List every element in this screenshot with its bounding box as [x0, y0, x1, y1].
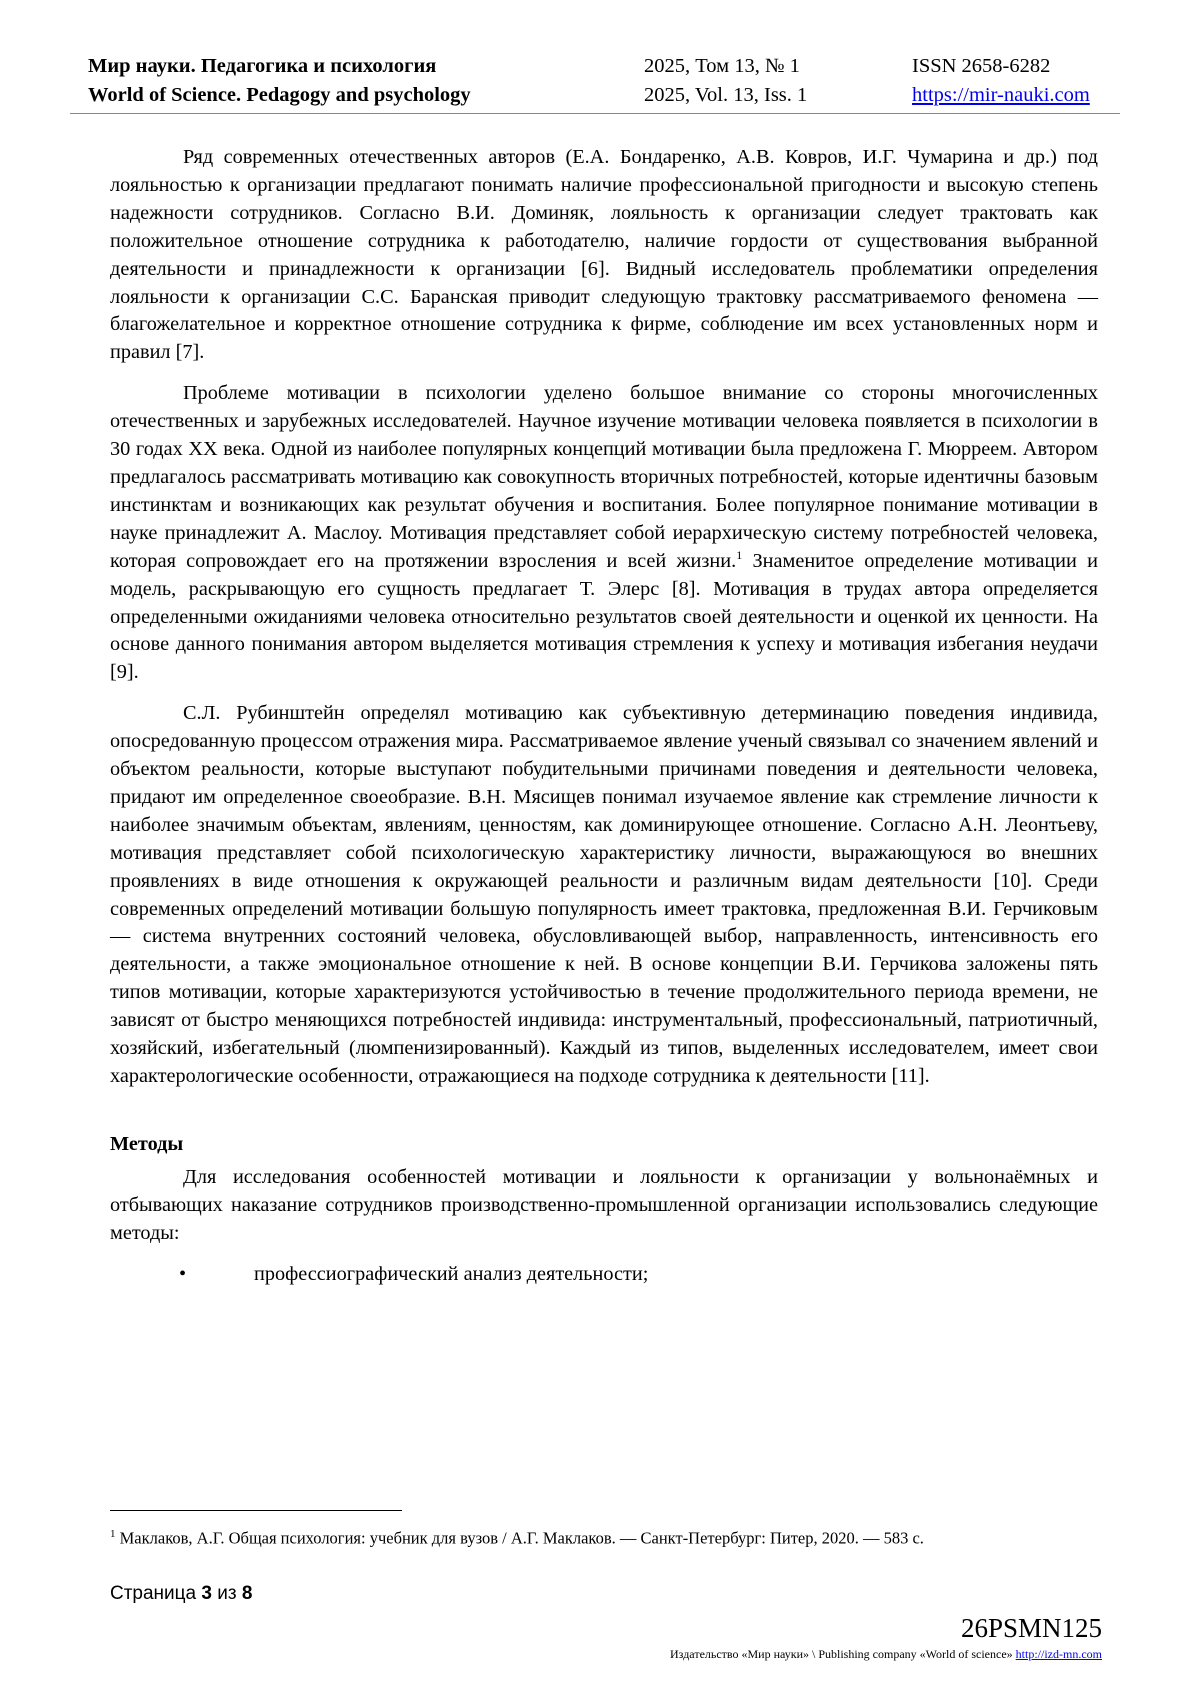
footnote — [110, 1523, 1110, 1550]
footnote-mark: 1 — [110, 1528, 116, 1540]
issue-ru: 2025, Том 13, № 1 — [644, 55, 800, 77]
publisher-text: Издательство «Мир науки» \ Publishing company «World of science» — [670, 1647, 1016, 1661]
section-heading-methods: Методы — [110, 1132, 184, 1155]
paragraph-motivation-definitions: С.Л. Рубинштейн определял мотивацию как субъективную детерминацию поведения индивида, опосредованную процессом отражения мира. Рассматриваемое явление ученый связывал со значением явлений и объектом реальности, которые выступают побудительными причинами поведения и деятельности человека, придают им определенное своеобразие. В.Н. Мясищев понимал изучаемое явление как стремление личности к наиболее значимым объектам, явлениям, ценностям, как доминирующее отношение. Согласно А.Н. Леонтьеву, мотивация представляет собой психологическую характеристику личности, выражающуюся во внешних проявлениях в виде отношения к окружающей реальности и различным видам деятельности [10]. Среди современных определений мотивации большую популярность имеет трактовка, предложенная В.И. Герчиковым — система внутренних состояний человека, обусловливающей выбор, направленность, интенсивность его деятельности, а также эмоциональное отношение к ней. В основе концепции В.И. Герчикова заложены пять типов мотивации, которые характеризуются устойчивостью в течение продолжительного периода времени, не зависят от быстро меняющихся потребностей индивида: инструментальный, профессиональный, патриотичный, хозяйский, избегательный (люмпенизированный). Каждый из типов, выделенных исследователем, имеет свои характерологические особенности, отражающиеся на подходе сотрудника к деятельности [11]. — [110, 702, 1098, 1087]
page-middle: из — [211, 1583, 242, 1604]
page-total: 8 — [241, 1583, 253, 1604]
issn-block — [912, 52, 1090, 110]
issue-info — [644, 52, 807, 110]
issue-en: 2025, Vol. 13, Iss. 1 — [644, 84, 808, 106]
journal-title — [88, 52, 471, 110]
footnote-divider — [110, 1510, 402, 1511]
issn: ISSN 2658-6282 — [912, 55, 1051, 77]
paragraph-motivation-part2: Знаменитое определение мотивации и модель, раскрывающую его сущность предлагает Т. Элерс [8]. Мотивация в трудах автора определяется определенными ожиданиями человека относительно результатов своей деятельности и оценкой их ценности. На основе данного понимания автором выделяется мотивация стремления к успеху и мотивация избегания неудачи [9]. — [110, 549, 1099, 684]
page-header — [88, 52, 1120, 112]
page-prefix: Страница — [110, 1583, 202, 1604]
article-code: 26PSMN125 — [960, 1613, 1102, 1643]
list-item-text: профессиографический анализ деятельности; — [254, 1262, 649, 1285]
publisher-line — [670, 1647, 1102, 1662]
journal-url-link[interactable]: https://mir-nauki.com — [912, 84, 1090, 106]
paragraph-motivation-history — [110, 380, 1098, 687]
footnote-text: Маклаков, А.Г. Общая психология: учебник для вузов / А.Г. Маклаков. — Санкт-Петербург: Питер, 2020. — 583 с. — [115, 1528, 924, 1548]
page-current: 3 — [201, 1583, 212, 1604]
article-body — [110, 144, 1098, 1288]
paragraph-methods-intro: Для исследования особенностей мотивации и лояльности к организации у вольнонаёмных и отбывающих наказание сотрудников производственно-промышленной организации использовались следующие методы: — [110, 1165, 1098, 1244]
publisher-url-link[interactable]: http://izd-mn.com — [1015, 1647, 1102, 1661]
paragraph-loyalty: Ряд современных отечественных авторов (Е.А. Бондаренко, А.В. Ковров, И.Г. Чумарина и др.) под лояльностью к организации предлагают понимать наличие профессиональной пригодности и высокую степень надежности сотрудников. Согласно В.И. Доминяк, лояльность к организации следует трактовать как положительное отношение сотрудника к работодателю, наличие гордости от существования выбранной деятельности и принадлежности к организации [6]. Видный исследователь проблематики определения лояльности к организации С.С. Баранская приводит следующую трактовку рассматриваемого феномена — благожелательное и корректное отношение сотрудника к фирме, соблюдение им всех установленных норм и правил [7]. — [110, 146, 1098, 364]
bullet-icon: • — [179, 1262, 187, 1285]
journal-title-en: World of Science. Pedagogy and psychology — [88, 84, 471, 106]
journal-title-ru: Мир науки. Педагогика и психология — [88, 55, 437, 77]
footnote-ref[interactable]: 1 — [736, 547, 743, 562]
list-item — [110, 1261, 1098, 1289]
paragraph-motivation-part1: Проблеме мотивации в психологии уделено большое внимание со стороны многочисленных отечественных и зарубежных исследователей. Научное изучение мотивации человека появляется в психологии в 30 годах XX века. Одной из наиболее популярных концепций мотивации была предложена Г. Мюрреем. Автором предлагалось рассматривать мотивацию как совокупность вторичных потребностей, которые идентичны базовым инстинктам и возникающих как результат обучения и воспитания. Более популярное понимание мотивации в науке принадлежит А. Маслоу. Мотивация представляет собой иерархическую систему потребностей человека, которая сопровождает его на протяжении взросления и всей жизни. — [110, 382, 1098, 572]
header-divider — [70, 113, 1120, 114]
page-number — [110, 1583, 252, 1605]
